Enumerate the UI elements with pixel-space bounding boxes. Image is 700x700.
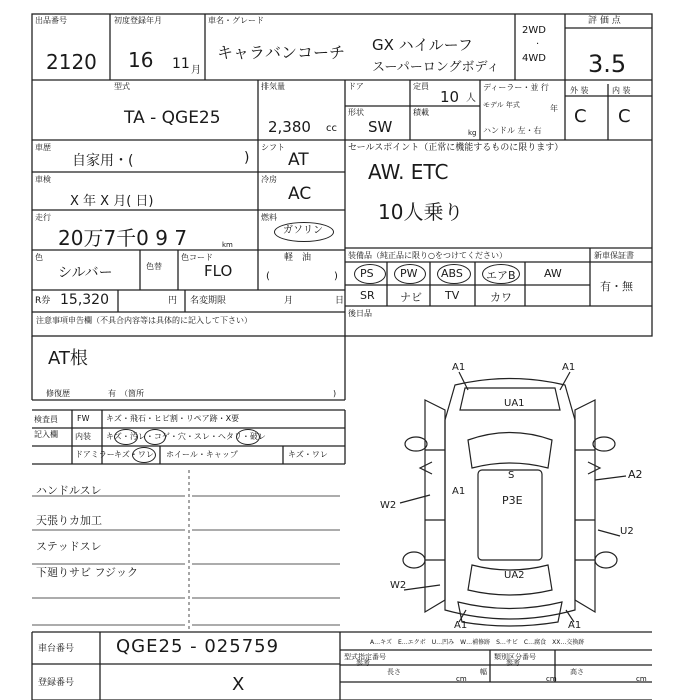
checker-label-1: 検査員 — [34, 415, 58, 424]
equip-airbag: エアB — [486, 269, 516, 282]
fuel-label: 燃料 — [261, 213, 277, 222]
checker-interior-head: 内装 — [75, 432, 91, 441]
usage-value: 自家用・( — [72, 153, 134, 169]
equip-tv: TV — [445, 289, 460, 302]
ac-value: AC — [288, 184, 312, 204]
equipment-label: 装備品（純正品に限り○をつけてください） — [348, 251, 507, 260]
mark-front-right: A1 — [562, 362, 576, 373]
checker-label-2: 記入欄 — [34, 430, 58, 439]
shift-label: シフト — [261, 143, 285, 152]
lot-number-label: 出品番号 — [35, 16, 67, 25]
checker-interior-text: キズ・汚レ・コゲ・穴・スレ・ヘタリ・破レ — [106, 432, 266, 441]
diesel-paren-close: ) — [334, 271, 338, 282]
notes-label: 注意事項申告欄（不具合内容等は具体的に記入して下さい） — [36, 316, 252, 325]
repair-value: 有 （箇所 — [108, 389, 144, 398]
checker-mirror-text: キズ・ワレ — [114, 450, 154, 459]
load-label: 積載 — [413, 108, 429, 117]
mark-front-left: A1 — [452, 362, 466, 373]
cert-sub: 参考 — [356, 659, 370, 667]
drive-2wd: 2WD — [522, 25, 546, 36]
exterior-label: 外 装 — [570, 86, 589, 95]
length-label: 長さ — [387, 668, 401, 676]
first-registration-year: 16 — [128, 48, 154, 72]
usage-close: ) — [244, 150, 250, 166]
checker-fw-text: キズ・飛石・ヒビ割・リペア跡・X要 — [106, 414, 240, 423]
remark-3: ステッドスレ — [36, 540, 102, 553]
mileage-value: 20万7千0 9 7 — [58, 226, 188, 250]
mark-right-side: A2 — [628, 468, 643, 481]
remark-4: 下廻りサビ フジック — [36, 566, 139, 579]
registration-number-value: X — [232, 674, 245, 695]
month-unit: 月 — [191, 65, 201, 76]
inspection-label: 車検 — [35, 175, 51, 184]
load-unit: kg — [468, 129, 477, 137]
year-unit: 年 — [550, 104, 558, 113]
mileage-unit: km — [222, 241, 233, 249]
color-change-label: 色替 — [146, 262, 162, 271]
capacity-value: 10 — [440, 88, 460, 106]
mark-rear-left-w2: W2 — [390, 580, 407, 591]
first-registration-month: 11 — [172, 56, 190, 72]
handle-label: ハンドル 左・右 — [483, 126, 542, 135]
diesel-label: 軽 油 — [284, 253, 312, 263]
color-code-label: 色コード — [181, 253, 213, 262]
inspection-value: X 年 X 月( 日) — [70, 194, 154, 209]
width-unit: cm — [546, 675, 557, 683]
remark-1: ハンドルスレ — [36, 484, 102, 497]
shift-value: AT — [288, 150, 309, 170]
mark-rear-left-a1: A1 — [454, 620, 468, 631]
repair-close: ) — [333, 389, 337, 398]
displacement-value: 2,380 — [268, 118, 311, 136]
form-value: SW — [368, 118, 393, 136]
sales-point-line2: 10人乗り — [378, 200, 464, 224]
grade: GX ハイルーフ — [372, 36, 473, 54]
capacity-label: 定員 — [413, 82, 429, 91]
door-label: ドア — [348, 82, 364, 91]
class-label: 類別区分番号 — [494, 653, 536, 661]
checker-mirror-head: ドアミラー — [75, 450, 115, 459]
drive-separator: · — [536, 39, 540, 50]
car-name-label: 車名・グレード — [208, 16, 264, 25]
width-label: 幅 — [480, 668, 487, 676]
fuel-value: ガソリン — [283, 225, 323, 236]
displacement-unit: cc — [326, 123, 337, 134]
model-year-label: モデル 年式 — [483, 101, 520, 109]
mark-roof-p3e: P3E — [502, 494, 523, 507]
repair-label: 修復歴 — [46, 389, 70, 398]
diesel-paren-open: ( — [266, 271, 270, 282]
dealer-label: ディーラー・並 行 — [483, 83, 549, 92]
height-label: 高さ — [570, 668, 584, 676]
score-value: 3.5 — [588, 50, 627, 78]
model-label: 型式 — [114, 82, 130, 91]
recycle-label: R券 — [35, 296, 51, 306]
mark-rear-ua2: UA2 — [504, 570, 525, 581]
interior-grade: C — [618, 106, 631, 127]
damage-legend: A…キズ E…エクボ U…凹み W…補修跡 S…サビ C…腐食 XX…交換跡 — [370, 639, 585, 646]
after-items-label: 後日品 — [348, 309, 372, 318]
color-code-value: FLO — [204, 262, 233, 280]
mark-left-door: A1 — [452, 486, 466, 497]
score-label: 評 価 点 — [588, 16, 621, 26]
equip-sr: SR — [360, 289, 375, 302]
capacity-unit: 人 — [466, 93, 476, 104]
car-name: キャラバンコーチ — [217, 43, 346, 62]
lot-number: 2120 — [46, 50, 97, 74]
equip-navi: ナビ — [400, 291, 422, 304]
equip-pw: PW — [400, 267, 418, 280]
notes-value: AT根 — [48, 348, 88, 369]
mark-rear-right-a1: A1 — [568, 620, 582, 631]
displacement-label: 排気量 — [261, 82, 285, 91]
exterior-grade: C — [574, 106, 587, 127]
chassis-value: QGE25 - 025759 — [116, 636, 280, 657]
equip-ps: PS — [360, 267, 374, 280]
guarantee-label: 新車保証書 — [594, 251, 634, 260]
mileage-label: 走行 — [35, 213, 51, 222]
recycle-unit: 円 — [168, 296, 178, 306]
registration-number-label: 登録番号 — [38, 678, 75, 688]
checker-wheel-text: キズ・ワレ — [288, 450, 328, 459]
interior-label: 内 装 — [612, 86, 631, 95]
model-value: TA - QGE25 — [124, 108, 221, 128]
length-unit: cm — [456, 675, 467, 683]
ac-label: 冷房 — [261, 175, 277, 184]
mark-hood: UA1 — [504, 398, 525, 409]
mark-roof-s: S — [508, 470, 515, 481]
checker-fw-head: FW — [77, 414, 90, 423]
name-change-month: 月 — [284, 296, 294, 306]
color-value: シルバー — [58, 265, 113, 281]
class-sub: 参考 — [506, 659, 520, 667]
color-label: 色 — [35, 253, 43, 262]
cert-label: 型式指定番号 — [344, 653, 386, 661]
grade-body: スーパーロングボディ — [372, 60, 500, 75]
equip-kawa: カワ — [490, 291, 512, 304]
height-unit: cm — [636, 675, 647, 683]
recycle-value: 15,320 — [60, 292, 109, 308]
equip-aw: AW — [544, 267, 562, 280]
drive-4wd: 4WD — [522, 53, 546, 64]
first-registration-label: 初度登録年月 — [114, 16, 162, 25]
checker-wheel-head: ホイール・キャップ — [166, 450, 238, 459]
sales-point-label: セールスポイント（正常に機能するものに限ります） — [348, 143, 564, 153]
name-change-day: 日 — [335, 296, 345, 306]
mark-right-u2: U2 — [620, 526, 634, 537]
usage-label: 車歴 — [35, 143, 51, 152]
guarantee-value: 有・無 — [600, 280, 633, 293]
equip-abs: ABS — [441, 267, 463, 280]
remark-2: 天張りカ加工 — [36, 514, 102, 527]
form-label: 形状 — [348, 108, 364, 117]
mark-left-w2: W2 — [380, 500, 397, 511]
sales-point-line1: AW. ETC — [368, 160, 449, 184]
chassis-label: 車台番号 — [38, 644, 75, 654]
name-change-label: 名変期限 — [190, 296, 227, 306]
